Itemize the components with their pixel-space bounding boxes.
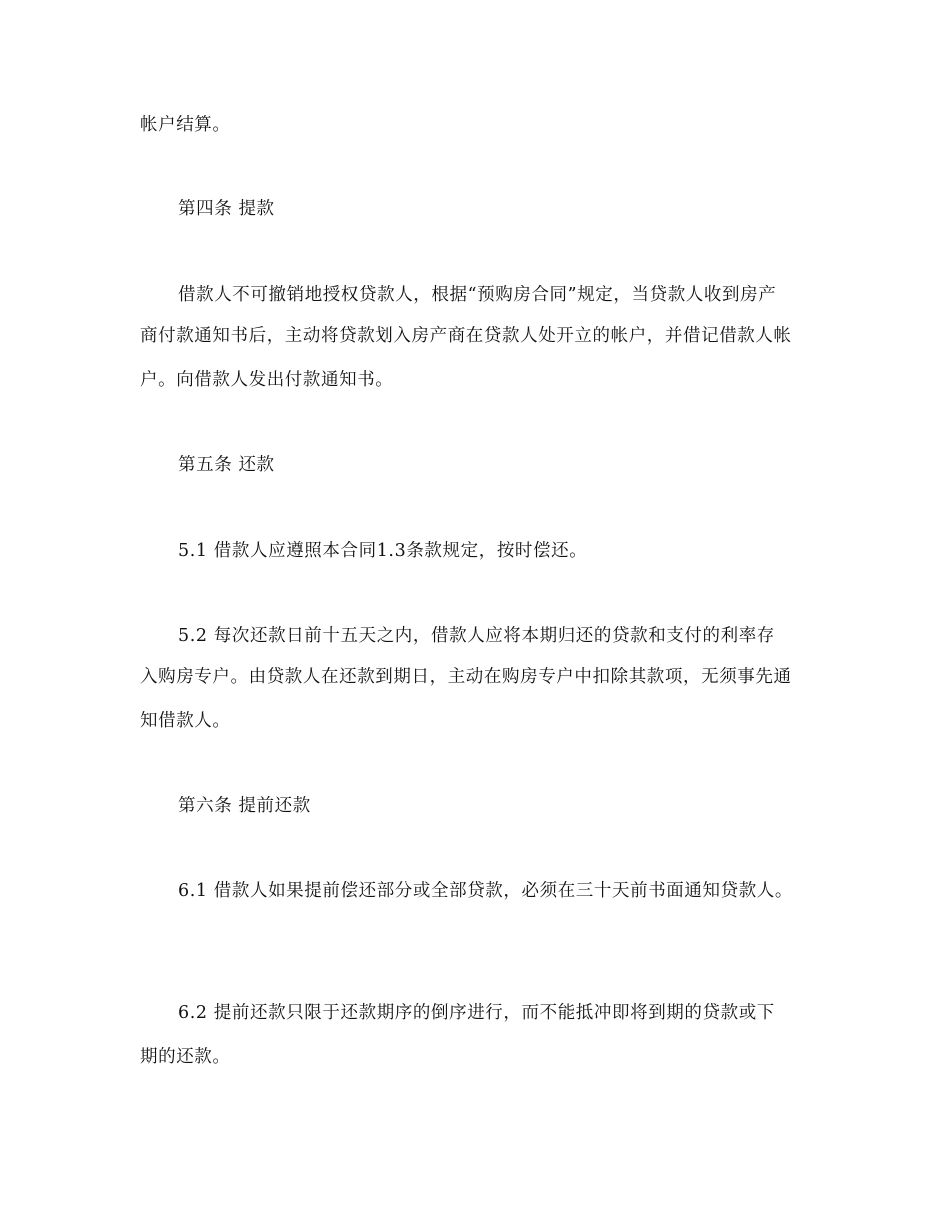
article-4-paragraph-line-3: 户。向借款人发出付款通知书。: [140, 370, 394, 390]
clause-5-2-line-3: 知借款人。: [140, 711, 231, 731]
article-4-paragraph-line-1: 借款人不可撤销地授权贷款人，根据“预购房合同”规定，当贷款人收到房产: [178, 285, 777, 305]
article-4-heading: 第四条 提款: [178, 199, 275, 219]
clause-6-2-line-2: 期的还款。: [140, 1047, 231, 1067]
clause-5-2-line-2: 入购房专户。由贷款人在还款到期日，主动在购房专户中扣除其款项，无须事先通: [140, 667, 792, 687]
clause-6-1: 6.1 借款人如果提前偿还部分或全部贷款，必须在三十天前书面通知贷款人。: [178, 881, 793, 901]
clause-6-2-line-1: 6.2 提前还款只限于还款期序的倒序进行，而不能抵冲即将到期的贷款或下: [178, 1003, 775, 1023]
article-5-heading: 第五条 还款: [178, 455, 275, 475]
article-4-paragraph-line-2: 商付款通知书后，主动将贷款划入房产商在贷款人处开立的帐户，并借记借款人帐: [140, 326, 792, 346]
clause-5-2-line-1: 5.2 每次还款日前十五天之内，借款人应将本期归还的贷款和支付的利率存: [178, 626, 775, 646]
article-6-heading: 第六条 提前还款: [178, 796, 311, 816]
text-line-account-settlement: 帐户结算。: [140, 115, 231, 135]
clause-5-1: 5.1 借款人应遵照本合同1.3条款规定，按时偿还。: [178, 541, 588, 561]
